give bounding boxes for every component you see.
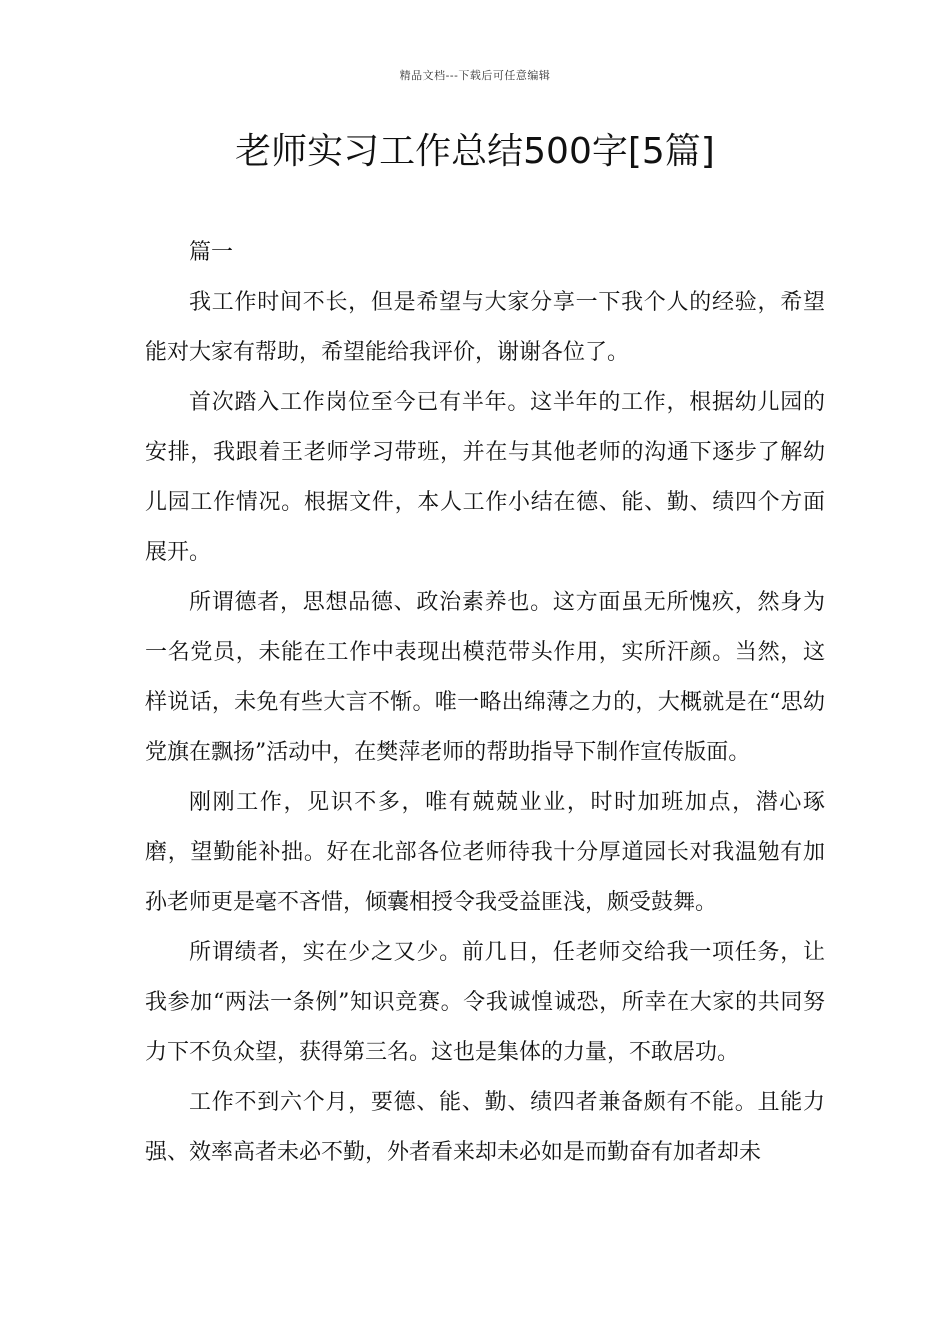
paragraph: 刚刚工作，见识不多，唯有兢兢业业，时时加班加点，潜心琢磨，望勤能补拙。好在北部各位老师待我十分厚道园长对我温勉有加孙老师更是毫不吝惜，倾囊相授令我受益匪浅，颇受鼓舞。 [145, 790, 825, 915]
page-title: 老师实习工作总结500字[5篇] [235, 131, 715, 172]
header-note: 精品文档---下载后可任意编辑 [399, 69, 551, 82]
section-label: 篇一 [189, 240, 234, 265]
paragraph: 首次踏入工作岗位至今已有半年。这半年的工作，根据幼儿园的安排，我跟着王老师学习带班，并在与其他老师的沟通下逐步了解幼儿园工作情况。根据文件，本人工作小结在德、能、勤、绩四个方面展开。 [145, 390, 825, 565]
document-body [145, 228, 825, 1178]
paragraph: 所谓德者，思想品德、政治素养也。这方面虽无所愧疚，然身为一名党员，未能在工作中表现出模范带头作用，实所汗颜。当然，这样说话，未免有些大言不惭。唯一略出绵薄之力的，大概就是在“思幼党旗在飘扬”活动中，在樊萍老师的帮助指导下制作宣传版面。 [145, 590, 825, 765]
paragraph: 所谓绩者，实在少之又少。前几日，任老师交给我一项任务，让我参加“两法一条例”知识竞赛。令我诚惶诚恐，所幸在大家的共同努力下不负众望，获得第三名。这也是集体的力量，不敢居功。 [145, 940, 825, 1065]
paragraph: 工作不到六个月，要德、能、勤、绩四者兼备颇有不能。且能力强、效率高者未必不勤，外者看来却未必如是而勤奋有加者却未 [145, 1090, 825, 1165]
paragraph: 我工作时间不长，但是希望与大家分享一下我个人的经验，希望能对大家有帮助，希望能给我评价，谢谢各位了。 [145, 290, 825, 365]
